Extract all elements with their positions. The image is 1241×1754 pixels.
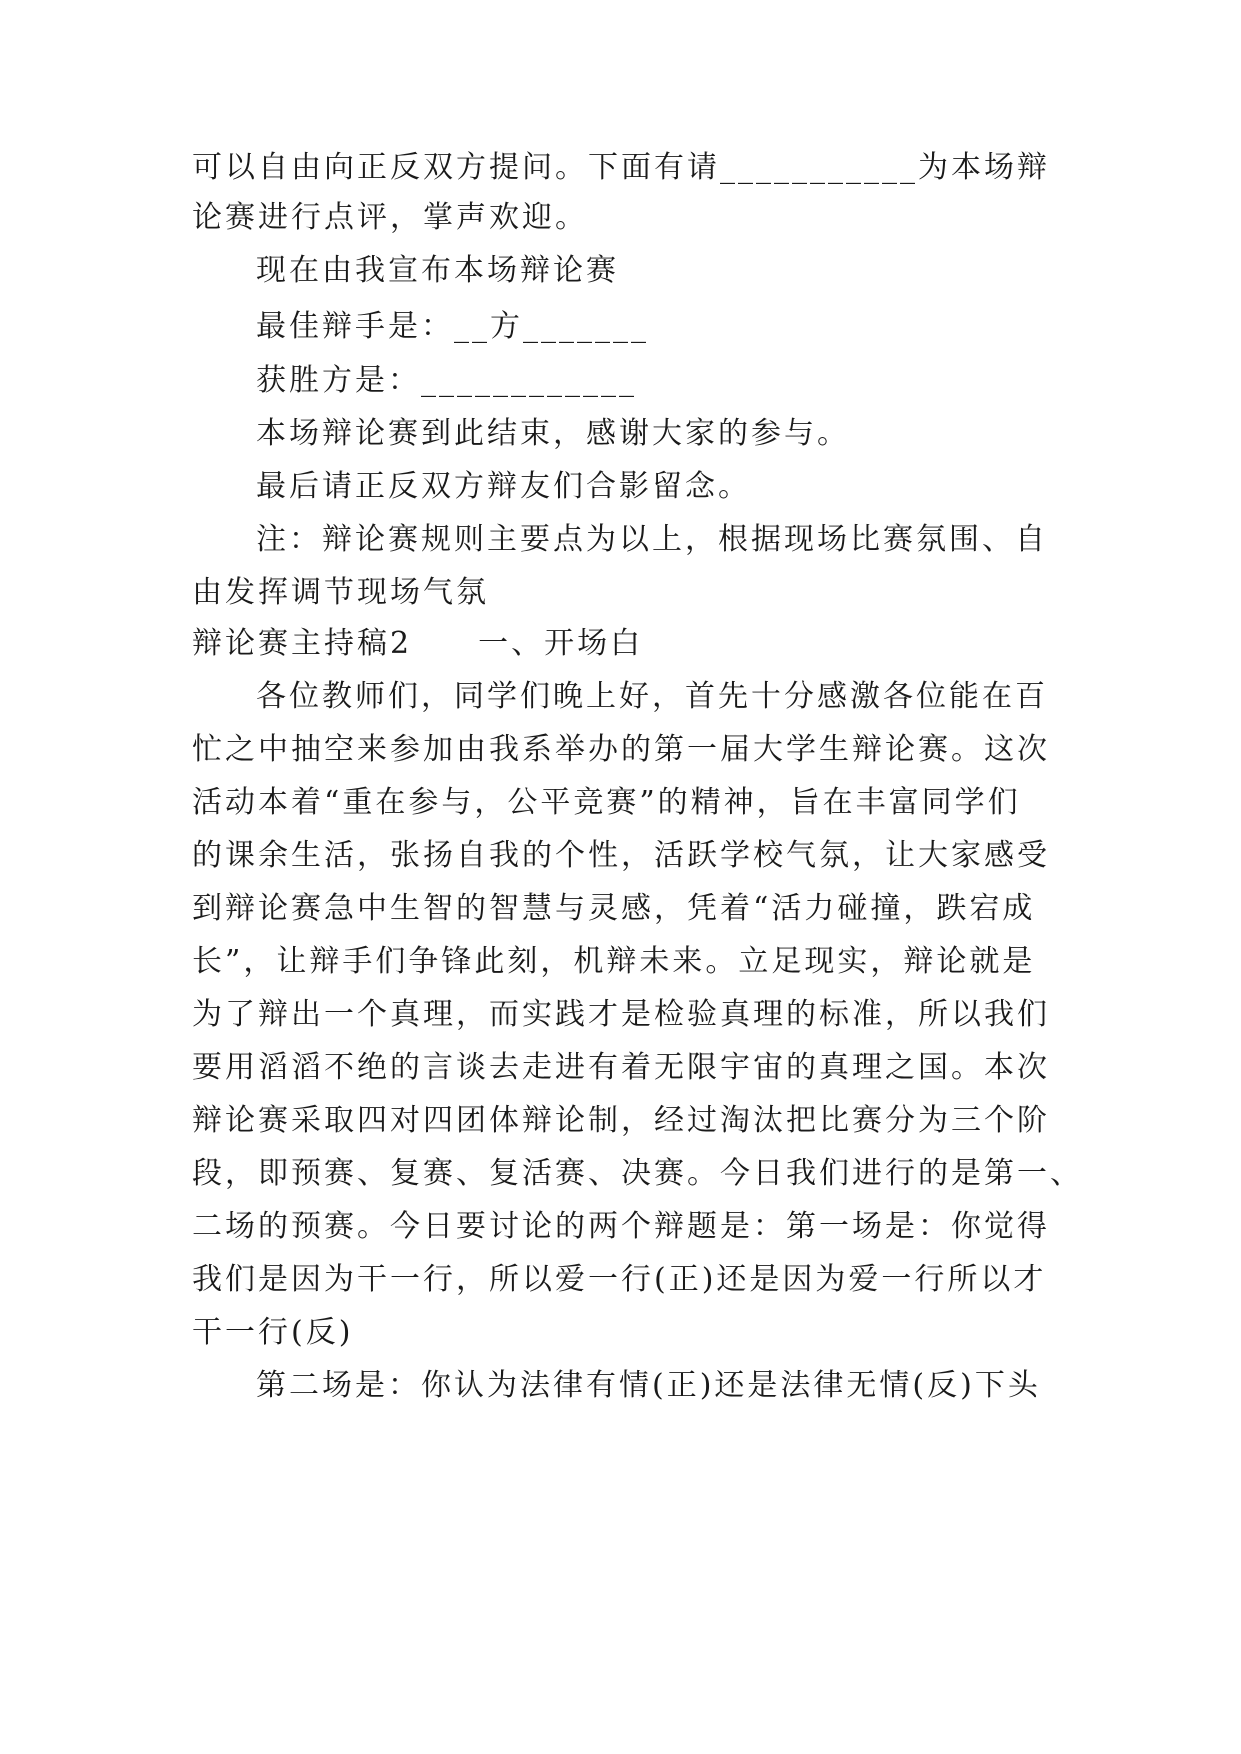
paragraph-line: 获胜方是：____________ (256, 363, 637, 398)
paragraph-line: 我们是因为干一行，所以爱一行(正)还是因为爱一行所以才 (192, 1262, 1047, 1297)
paragraph-line: 注：辩论赛规则主要点为以上，根据现场比赛氛围、自 (256, 522, 1048, 557)
paragraph-line: 的课余生活，张扬自我的个性，活跃学校气氛，让大家感受 (192, 838, 1050, 873)
paragraph-line: 最佳辩手是：__方_______ (256, 309, 649, 344)
paragraph-line: 忙之中抽空来参加由我系举办的第一届大学生辩论赛。这次 (192, 732, 1050, 767)
paragraph-line: 到辩论赛急中生智的智慧与灵感，凭着“活力碰撞，跌宕成 (192, 891, 1036, 926)
section-heading: 辩论赛主持稿2 一、开场白 (192, 626, 644, 661)
paragraph-line: 要用滔滔不绝的言谈去走进有着无限宇宙的真理之国。本次 (192, 1050, 1050, 1085)
paragraph-line: 论赛进行点评，掌声欢迎。 (192, 200, 588, 235)
paragraph-line: 长”，让辩手们争锋此刻，机辩未来。立足现实，辩论就是 (192, 944, 1036, 979)
paragraph-line: 现在由我宣布本场辩论赛 (256, 253, 619, 288)
paragraph-line: 二场的预赛。今日要讨论的两个辩题是：第一场是：你觉得 (192, 1209, 1050, 1244)
paragraph-line: 为了辩出一个真理，而实践才是检验真理的标准，所以我们 (192, 997, 1050, 1032)
paragraph-line: 第二场是：你认为法律有情(正)还是法律无情(反)下头 (256, 1368, 1041, 1403)
paragraph-line: 活动本着“重在参与，公平竞赛”的精神，旨在丰富同学们 (192, 785, 1021, 820)
paragraph-line: 段，即预赛、复赛、复活赛、决赛。今日我们进行的是第一、 (192, 1156, 1083, 1191)
paragraph-line: 干一行(反) (192, 1315, 354, 1350)
paragraph-line: 各位教师们，同学们晚上好，首先十分感激各位能在百 (256, 679, 1048, 714)
paragraph-line: 由发挥调节现场气氛 (192, 575, 489, 610)
paragraph-line: 最后请正反双方辩友们合影留念。 (256, 469, 751, 504)
paragraph-line: 本场辩论赛到此结束，感谢大家的参与。 (256, 416, 850, 451)
paragraph-line: 辩论赛采取四对四团体辩论制，经过淘汰把比赛分为三个阶 (192, 1103, 1050, 1138)
paragraph-line: 可以自由向正反双方提问。下面有请___________为本场辩 (192, 150, 1050, 185)
